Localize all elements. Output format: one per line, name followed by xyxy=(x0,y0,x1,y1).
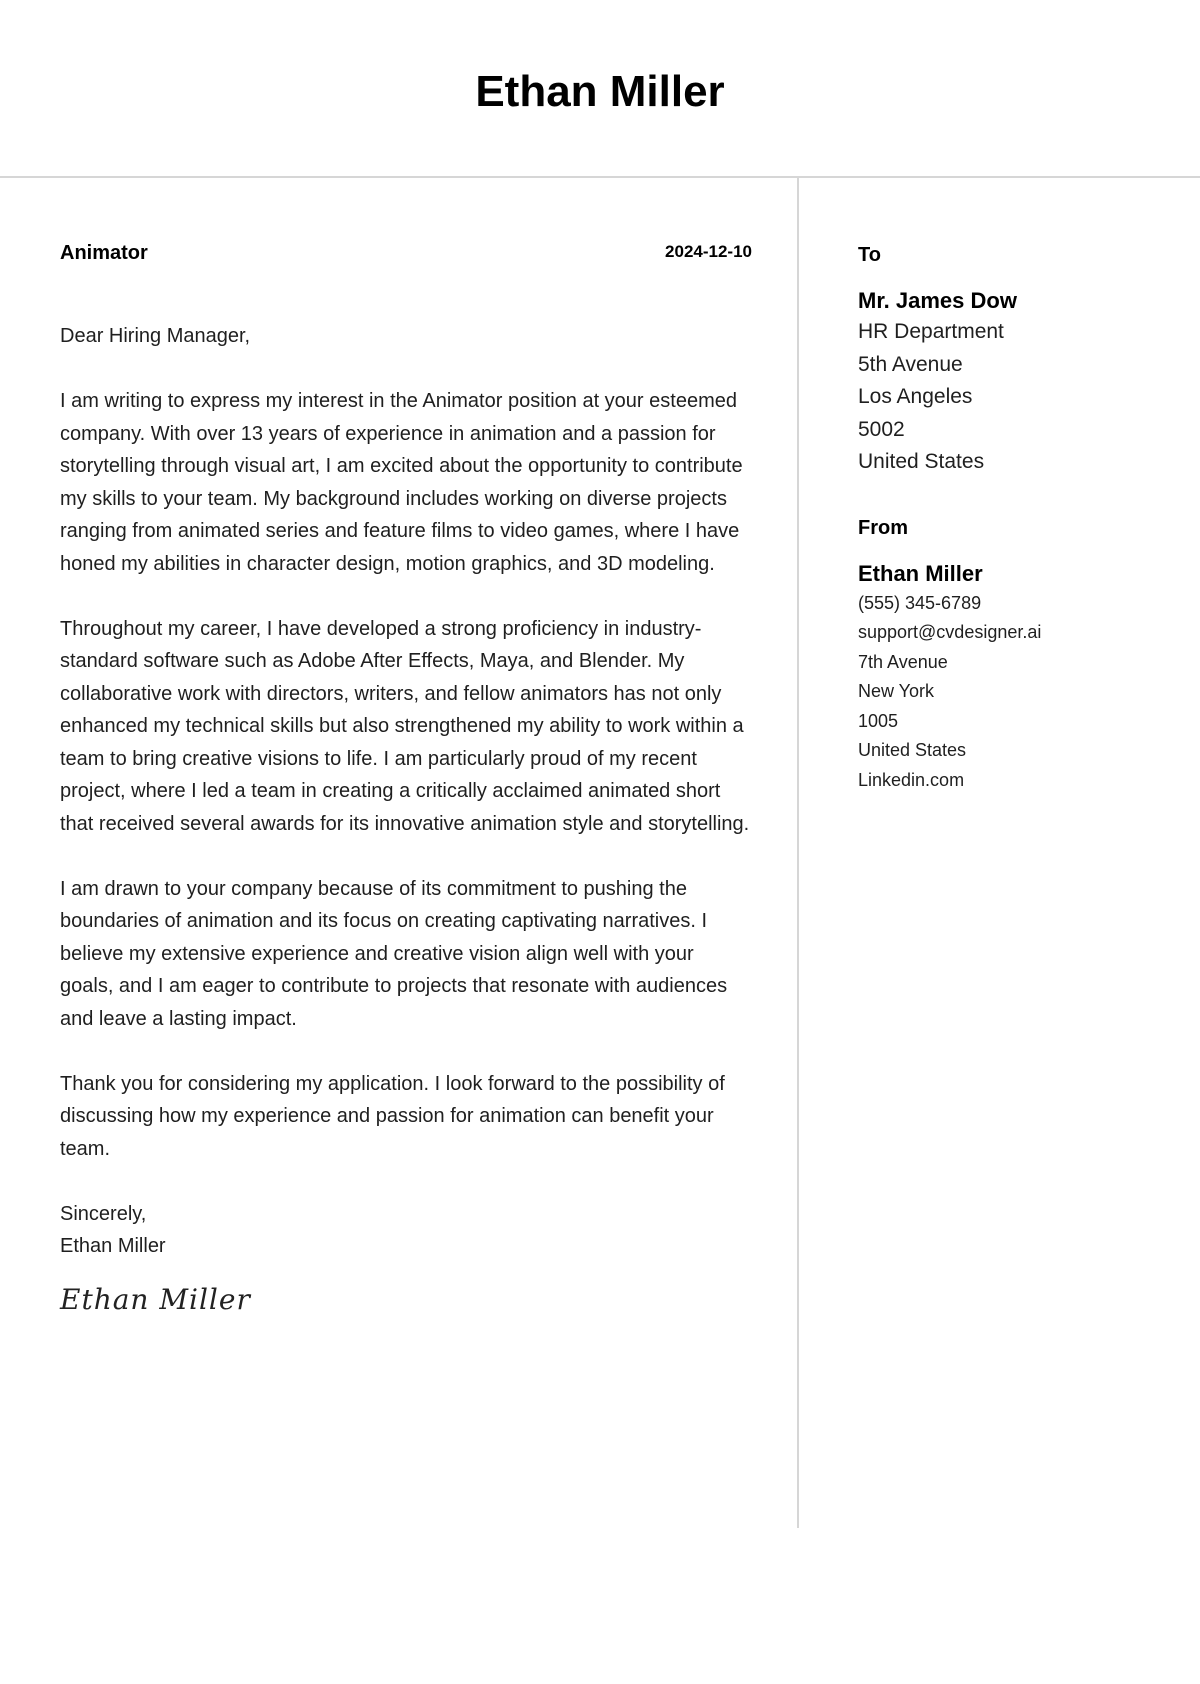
sender-street: 7th Avenue xyxy=(858,651,948,672)
sender-name: Ethan Miller xyxy=(858,560,983,586)
closing-name: Ethan Miller xyxy=(60,1235,166,1257)
sender-zip: 1005 xyxy=(858,710,899,731)
role-date-row xyxy=(60,240,752,270)
paragraph-3: I am drawn to your company because of its commitment to pushing the boundaries of animation and its focus on creating captivating narratives. I believe my extensive experience and creative vision align well with your goals, and I am eager to contribute to projects that resonate with audiences and leave a lasting impact. xyxy=(60,877,728,1030)
sender-city: New York xyxy=(858,681,935,701)
paragraph-4: Thank you for considering my application. I look forward to the possibility of discussing how my experience and passion for animation can benefit your team. xyxy=(60,1072,725,1160)
recipient-block xyxy=(858,242,1178,479)
header xyxy=(0,0,1200,178)
letter-body xyxy=(60,240,752,1316)
recipient-zip: 5002 xyxy=(858,417,905,441)
sender-block xyxy=(858,515,1178,796)
greeting: Dear Hiring Manager, xyxy=(60,325,251,347)
recipient-department: HR Department xyxy=(858,320,1004,343)
job-title: Animator xyxy=(60,242,148,264)
sender-phone: (555) 345-6789 xyxy=(858,592,982,613)
recipient-city: Los Angeles xyxy=(858,385,973,408)
paragraph-1: I am writing to express my interest in the Animator position at your esteemed company. With over 13 years of experience in animation and a passion for storytelling through visual art, I am excited about the opportunity to contribute my skills to your team. My background includes working on diverse projects ranging from animated series and feature films to video games, where I have honed my abilities in character design, motion graphics, and 3D modeling. xyxy=(60,390,743,575)
handwritten-signature: Ethan Miller xyxy=(60,1282,251,1316)
recipient-street: 5th Avenue xyxy=(858,352,963,376)
closing-phrase: Sincerely, xyxy=(60,1202,147,1225)
sender-email: support@cvdesigner.ai xyxy=(858,622,1042,642)
paragraph-2: Throughout my career, I have developed a strong proficiency in industry-standard software such as Adobe After Effects, Maya, and Blender. My collaborative work with directors, writers, and fellow animators has not only enhanced my technical skills but also strengthened my ability to work within a team to bring creative visions to life. I am particularly proud of my recent project, where I led a team in creating a critically acclaimed animated short that received several awards for its innovative animation style and storytelling. xyxy=(60,617,750,835)
recipient-country: United States xyxy=(858,450,985,473)
applicant-name-heading: Ethan Miller xyxy=(475,67,725,116)
to-label: To xyxy=(858,244,881,266)
recipient-name: Mr. James Dow xyxy=(858,288,1017,313)
closing-block xyxy=(60,1198,752,1263)
sender-country: United States xyxy=(858,740,967,760)
letter-text xyxy=(60,320,752,1165)
address-sidebar xyxy=(858,242,1178,795)
column-divider xyxy=(797,178,799,1528)
letter-date: 2024-12-10 xyxy=(665,242,752,261)
from-label: From xyxy=(858,516,908,539)
sender-website: Linkedin.com xyxy=(858,769,965,790)
